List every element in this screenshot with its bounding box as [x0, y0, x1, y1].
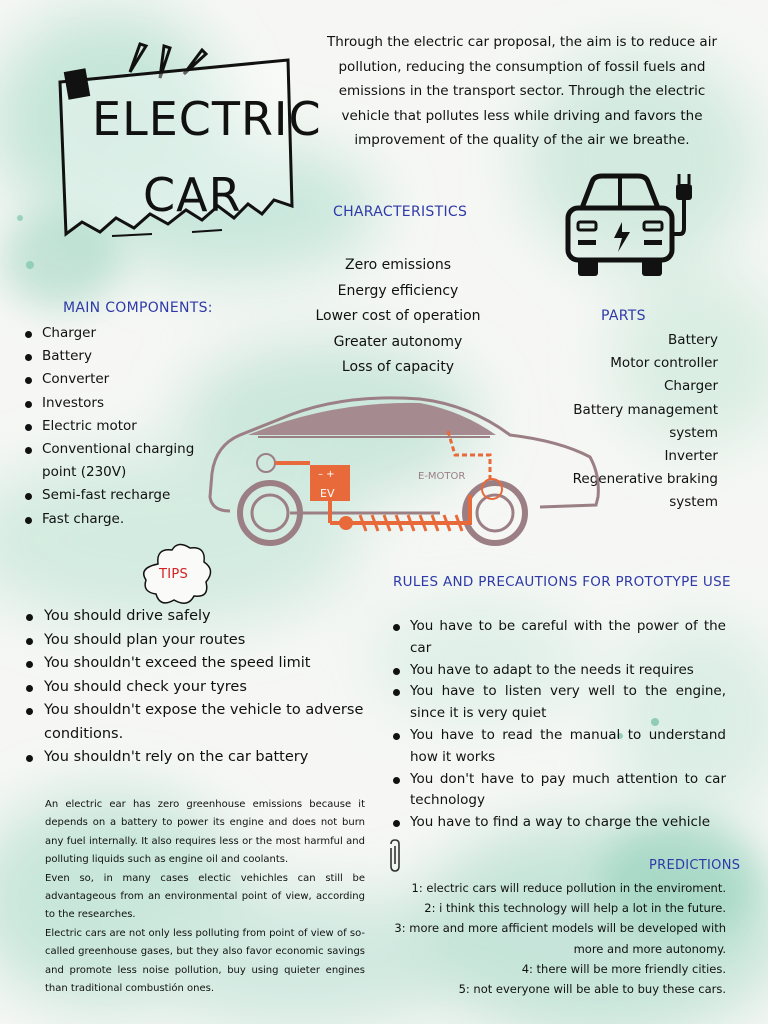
list-item: Converter: [22, 368, 212, 391]
list-item: Fast charge.: [22, 508, 212, 531]
rules-heading: RULES AND PRECAUTIONS FOR PROTOTYPE USE: [393, 574, 731, 590]
list-item: Charger: [22, 322, 212, 345]
tips-list: [22, 605, 372, 770]
title-frame: [52, 38, 312, 268]
list-item: 4: there will be more friendly cities.: [521, 961, 726, 976]
list-item: You should drive safely: [22, 605, 372, 629]
paperclip-icon: [385, 838, 405, 874]
list-item: You have to be careful with the power of the car: [390, 616, 726, 660]
list-item: Energy efficiency: [337, 282, 459, 299]
main-components-list: [22, 322, 212, 531]
list-item: Motor controller: [610, 355, 718, 372]
list-item: Battery management system: [573, 401, 718, 441]
page-title-line-2: CAR: [143, 168, 242, 222]
list-item: Conventional charging point (230V): [22, 438, 212, 484]
list-item: Loss of capacity: [341, 359, 455, 375]
list-item: Inverter: [664, 448, 718, 465]
list-item: You should plan your routes: [22, 629, 372, 653]
info-paragraphs: [45, 796, 365, 998]
characteristics-heading: CHARACTERISTICS: [333, 204, 468, 220]
svg-text:– +: – +: [318, 469, 335, 480]
list-item: Battery: [22, 345, 212, 368]
list-item: You shouldn't exceed the speed limit: [22, 652, 372, 676]
parts-heading: PARTS: [601, 308, 646, 324]
list-item: Battery: [668, 332, 718, 348]
list-item: You have to adapt to the needs it requires: [390, 660, 726, 682]
list-item: 1: electric cars will reduce pollution in the enviroment.: [411, 881, 726, 895]
list-item: Semi-fast recharge: [22, 484, 212, 507]
list-item: You shouldn't rely on the car battery: [22, 746, 372, 770]
list-item: 2: i think this technology will help a lot in the future.: [424, 901, 726, 916]
page-title-line-1: ELECTRIC: [92, 92, 322, 146]
paragraph: An electric ear has zero greenhouse emissions because it depends on a battery to power its engine and does not burn any fuel internally. It also requires less or the most harmful and polluting liquids such as engine oil and coolants.: [45, 799, 365, 866]
battery-label: EV: [320, 487, 335, 500]
list-item: Investors: [22, 392, 212, 415]
list-item: Charger: [664, 378, 718, 395]
list-item: 5: not everyone will be able to buy these cars.: [458, 982, 726, 997]
list-item: Electric motor: [22, 415, 212, 438]
ev-diagram: [200, 385, 610, 555]
list-item: You have to listen very well to the engine, since it is very quiet: [390, 681, 726, 725]
list-item: Lower cost of operation: [315, 308, 481, 324]
list-item: 3: more and more afficient models will be developed with more and more autonomy.: [394, 921, 726, 956]
predictions-heading: PREDICTIONS: [649, 858, 741, 873]
list-item: Greater autonomy: [333, 333, 463, 350]
rules-list: [390, 616, 726, 834]
list-item: You should check your tyres: [22, 676, 372, 700]
tips-heading: TIPS: [159, 567, 189, 582]
list-item: Regenerative braking system: [572, 471, 718, 511]
list-item: You have to find a way to charge the vehicle: [390, 812, 726, 834]
list-item: Zero emissions: [344, 257, 452, 273]
characteristics-list: [300, 253, 496, 381]
list-item: You don't have to pay much attention to car technology: [390, 769, 726, 813]
motor-label: E-MOTOR: [418, 471, 466, 482]
electric-car-icon: [560, 170, 692, 282]
intro-paragraph: Through the electric car proposal, the aim is to reduce air pollution, reducing the consumption of fossil fuels and emissions in the transport sector. Through the electric vehicle that pollutes less while driving and favors the improvement of the quality of the air we breathe.: [326, 34, 718, 148]
main-components-heading: MAIN COMPONENTS:: [63, 300, 213, 316]
paragraph: Electric cars are not only less polluting from point of view of so-called greenhouse gases, but they also favor economic savings and promote less noise pollution, buy using quieter engines than traditional combustión ones.: [45, 927, 365, 995]
predictions-list: [380, 878, 726, 999]
list-item: You shouldn't expose the vehicle to adverse conditions.: [22, 699, 372, 746]
paragraph: Even so, in many cases electic vehichles can still be advantageous from an environmental point of view, according to the researches.: [45, 872, 365, 921]
list-item: You have to read the manual to understand how it works: [390, 725, 726, 769]
